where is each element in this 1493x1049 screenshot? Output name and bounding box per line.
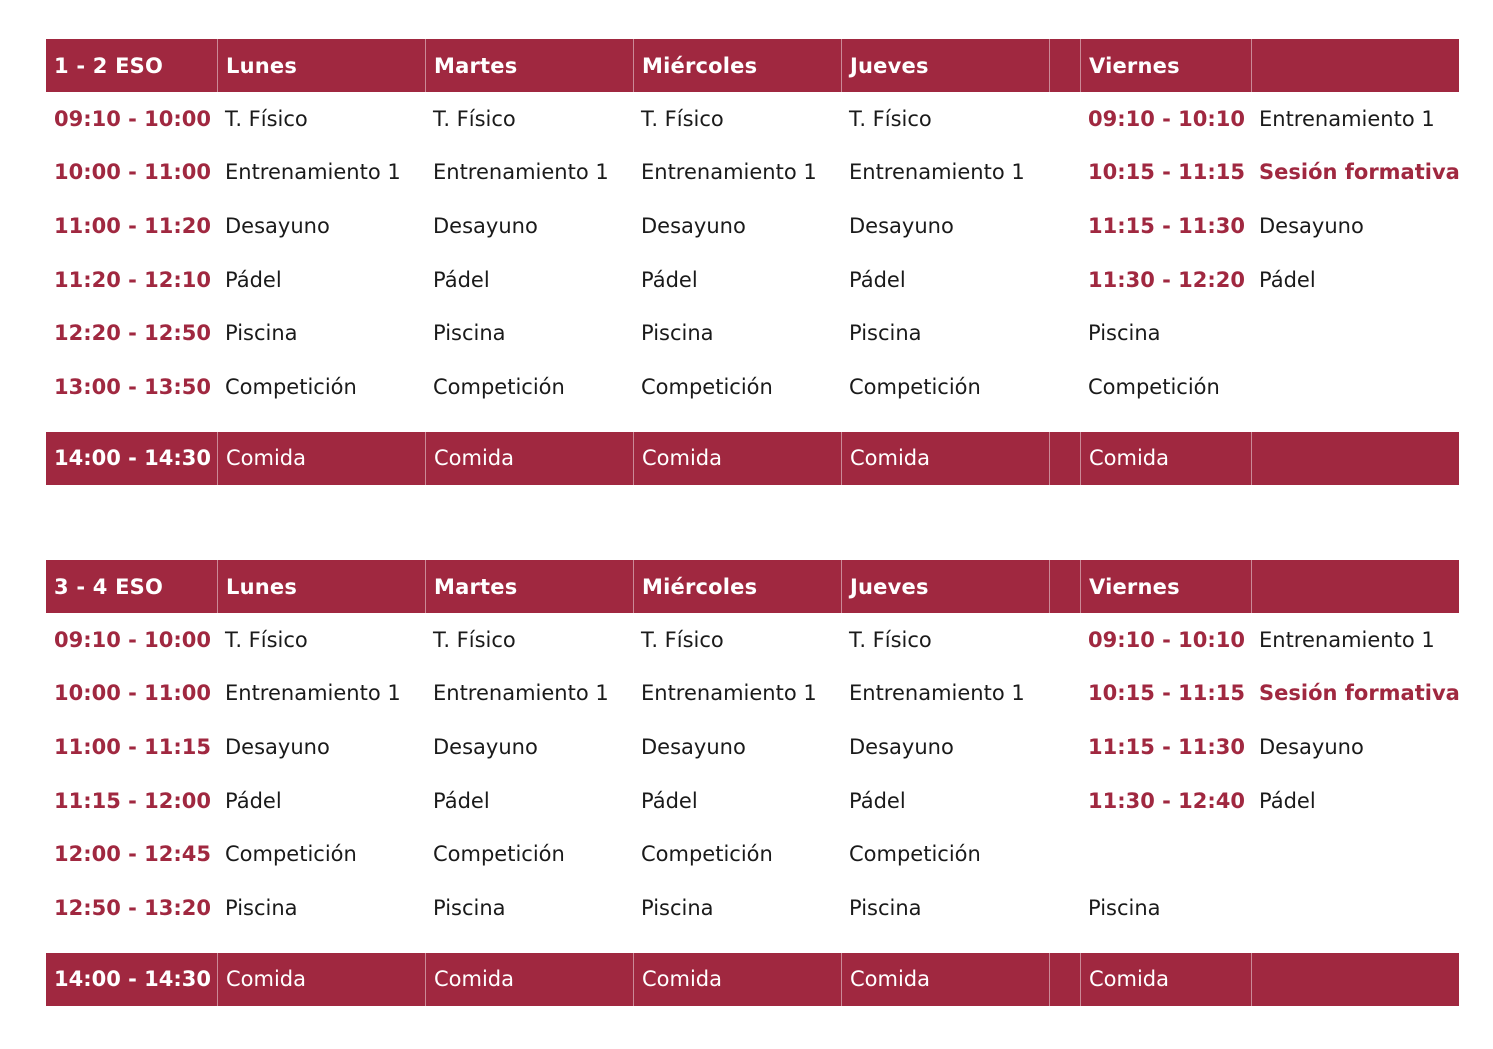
activity-cell xyxy=(1049,953,1080,1006)
table-header-row xyxy=(46,39,1459,92)
header-cell: Miércoles xyxy=(633,560,841,613)
activity-cell xyxy=(1049,199,1080,253)
activity-cell: Desayuno xyxy=(433,213,538,238)
header-cell: Lunes xyxy=(217,39,425,92)
activity-cell: Pádel xyxy=(849,267,906,292)
activity-cell: Entrenamiento 1 xyxy=(641,681,817,706)
header-cell: Viernes xyxy=(1080,560,1251,613)
table-footer-row xyxy=(46,953,1459,1006)
activity-cell: Pádel xyxy=(225,267,282,292)
activity-cell: Pádel xyxy=(1259,788,1316,813)
time-cell: 11:15 - 11:30 xyxy=(1088,734,1246,759)
spacer xyxy=(46,935,1459,953)
time-cell: 11:00 - 11:20 xyxy=(54,213,212,238)
activity-cell: Competición xyxy=(641,374,773,399)
header-cell xyxy=(1049,560,1080,613)
header-cell: Jueves xyxy=(841,39,1049,92)
activity-cell: Piscina xyxy=(641,321,714,346)
header-cell: Martes xyxy=(425,39,633,92)
activity-cell: Pádel xyxy=(641,788,698,813)
activity-cell xyxy=(1049,360,1080,414)
time-cell: 10:15 - 11:15 xyxy=(1088,681,1246,706)
activity-cell: Comida xyxy=(217,953,425,1006)
activity-cell: Piscina xyxy=(1088,321,1161,346)
activity-cell: Entrenamiento 1 xyxy=(849,681,1025,706)
activity-cell: Piscina xyxy=(641,895,714,920)
activity-cell: Piscina xyxy=(225,321,298,346)
time-cell: 10:15 - 11:15 xyxy=(1088,160,1246,185)
activity-cell xyxy=(1251,953,1459,1006)
activity-cell xyxy=(1049,827,1080,881)
activity-cell: T. Físico xyxy=(641,106,724,131)
table-row xyxy=(46,253,1459,307)
activity-cell: Desayuno xyxy=(849,213,954,238)
time-cell: 09:10 - 10:00 xyxy=(54,106,212,131)
activity-cell: Comida xyxy=(1080,953,1251,1006)
table-row xyxy=(46,667,1459,721)
activity-cell: Competición xyxy=(849,374,981,399)
table-row xyxy=(46,199,1459,253)
activity-cell: Desayuno xyxy=(641,734,746,759)
activity-cell xyxy=(1049,613,1080,667)
activity-cell xyxy=(1251,306,1459,360)
activity-cell: T. Físico xyxy=(641,627,724,652)
activity-cell: Comida xyxy=(217,432,425,485)
activity-cell xyxy=(1251,360,1459,414)
time-cell: 09:10 - 10:10 xyxy=(1088,627,1246,652)
spacer xyxy=(46,414,1459,432)
activity-cell: Competición xyxy=(225,842,357,867)
time-cell: 14:00 - 14:30 xyxy=(54,967,212,992)
time-cell: 10:00 - 11:00 xyxy=(54,681,212,706)
time-cell: 13:00 - 13:50 xyxy=(54,374,212,399)
activity-cell: Desayuno xyxy=(1259,213,1364,238)
activity-cell xyxy=(1049,774,1080,828)
activity-cell: Entrenamiento 1 xyxy=(225,681,401,706)
activity-cell: Competición xyxy=(433,842,565,867)
activity-cell: T. Físico xyxy=(849,627,932,652)
time-cell: 12:20 - 12:50 xyxy=(54,321,212,346)
activity-cell: Entrenamiento 1 xyxy=(849,160,1025,185)
activity-cell: Comida xyxy=(841,432,1049,485)
activity-cell: Piscina xyxy=(433,321,506,346)
activity-cell: Piscina xyxy=(849,321,922,346)
activity-cell: Entrenamiento 1 xyxy=(1259,627,1435,652)
activity-cell: Competición xyxy=(225,374,357,399)
time-cell: 12:50 - 13:20 xyxy=(54,895,212,920)
table-header-row xyxy=(46,560,1459,613)
header-cell: Jueves xyxy=(841,560,1049,613)
activity-cell: Comida xyxy=(425,953,633,1006)
header-cell: Viernes xyxy=(1080,39,1251,92)
activity-cell: T. Físico xyxy=(225,106,308,131)
activity-cell xyxy=(1049,667,1080,721)
table-row xyxy=(46,146,1459,200)
activity-cell: Comida xyxy=(1080,432,1251,485)
time-cell: 11:15 - 11:30 xyxy=(1088,213,1246,238)
activity-cell: Sesión formativa xyxy=(1259,160,1460,185)
activity-cell: Competición xyxy=(641,842,773,867)
header-cell xyxy=(1251,39,1459,92)
activity-cell xyxy=(1049,432,1080,485)
activity-cell: Piscina xyxy=(1088,895,1161,920)
table-row xyxy=(46,360,1459,414)
time-cell: 09:10 - 10:00 xyxy=(54,627,212,652)
activity-cell xyxy=(1049,720,1080,774)
activity-cell: Entrenamiento 1 xyxy=(1259,106,1435,131)
schedule-table-3-4-eso xyxy=(46,560,1459,1006)
activity-cell: Desayuno xyxy=(849,734,954,759)
table-row xyxy=(46,774,1459,828)
activity-cell: T. Físico xyxy=(433,627,516,652)
activity-cell: Piscina xyxy=(433,895,506,920)
activity-cell: Entrenamiento 1 xyxy=(225,160,401,185)
activity-cell: Pádel xyxy=(433,267,490,292)
header-cell: Lunes xyxy=(217,560,425,613)
activity-cell: Desayuno xyxy=(641,213,746,238)
activity-cell: Piscina xyxy=(849,895,922,920)
activity-cell xyxy=(1049,253,1080,307)
time-cell: 11:20 - 12:10 xyxy=(54,267,212,292)
activity-cell: Comida xyxy=(633,432,841,485)
activity-cell: Entrenamiento 1 xyxy=(433,681,609,706)
activity-cell: Pádel xyxy=(1259,267,1316,292)
schedule-table-1-2-eso xyxy=(46,39,1459,485)
activity-cell: Piscina xyxy=(225,895,298,920)
activity-cell xyxy=(1049,306,1080,360)
time-cell: 14:00 - 14:30 xyxy=(54,446,212,471)
activity-cell: Competición xyxy=(1088,374,1220,399)
header-cell: 3 - 4 ESO xyxy=(54,574,163,599)
time-cell: 11:15 - 12:00 xyxy=(54,788,212,813)
header-cell xyxy=(1049,39,1080,92)
activity-cell: Sesión formativa xyxy=(1259,681,1460,706)
activity-cell: Desayuno xyxy=(225,734,330,759)
activity-cell xyxy=(1049,92,1080,146)
table-row xyxy=(46,881,1459,935)
activity-cell: T. Físico xyxy=(433,106,516,131)
header-cell: 1 - 2 ESO xyxy=(54,53,163,78)
table-row xyxy=(46,827,1459,881)
activity-cell: Comida xyxy=(841,953,1049,1006)
header-cell: Martes xyxy=(425,560,633,613)
activity-cell: Pádel xyxy=(225,788,282,813)
time-cell: 11:30 - 12:40 xyxy=(1088,788,1246,813)
activity-cell: Comida xyxy=(425,432,633,485)
activity-cell xyxy=(1049,146,1080,200)
time-cell: 11:30 - 12:20 xyxy=(1088,267,1246,292)
activity-cell: Desayuno xyxy=(433,734,538,759)
table-footer-row xyxy=(46,432,1459,485)
time-cell: 11:00 - 11:15 xyxy=(54,734,212,759)
activity-cell: T. Físico xyxy=(225,627,308,652)
activity-cell xyxy=(1080,827,1251,881)
activity-cell xyxy=(1251,881,1459,935)
activity-cell: Pádel xyxy=(433,788,490,813)
time-cell: 12:00 - 12:45 xyxy=(54,842,212,867)
activity-cell xyxy=(1251,827,1459,881)
table-row xyxy=(46,720,1459,774)
time-cell: 09:10 - 10:10 xyxy=(1088,106,1246,131)
activity-cell: Pádel xyxy=(641,267,698,292)
activity-cell: Comida xyxy=(633,953,841,1006)
table-row xyxy=(46,306,1459,360)
activity-cell: Pádel xyxy=(849,788,906,813)
table-row xyxy=(46,92,1459,146)
activity-cell: Entrenamiento 1 xyxy=(641,160,817,185)
activity-cell xyxy=(1049,881,1080,935)
activity-cell: Competición xyxy=(849,842,981,867)
activity-cell: Desayuno xyxy=(1259,734,1364,759)
time-cell: 10:00 - 11:00 xyxy=(54,160,212,185)
activity-cell: Competición xyxy=(433,374,565,399)
activity-cell: T. Físico xyxy=(849,106,932,131)
header-cell xyxy=(1251,560,1459,613)
table-row xyxy=(46,613,1459,667)
header-cell: Miércoles xyxy=(633,39,841,92)
activity-cell: Entrenamiento 1 xyxy=(433,160,609,185)
activity-cell xyxy=(1251,432,1459,485)
activity-cell: Desayuno xyxy=(225,213,330,238)
